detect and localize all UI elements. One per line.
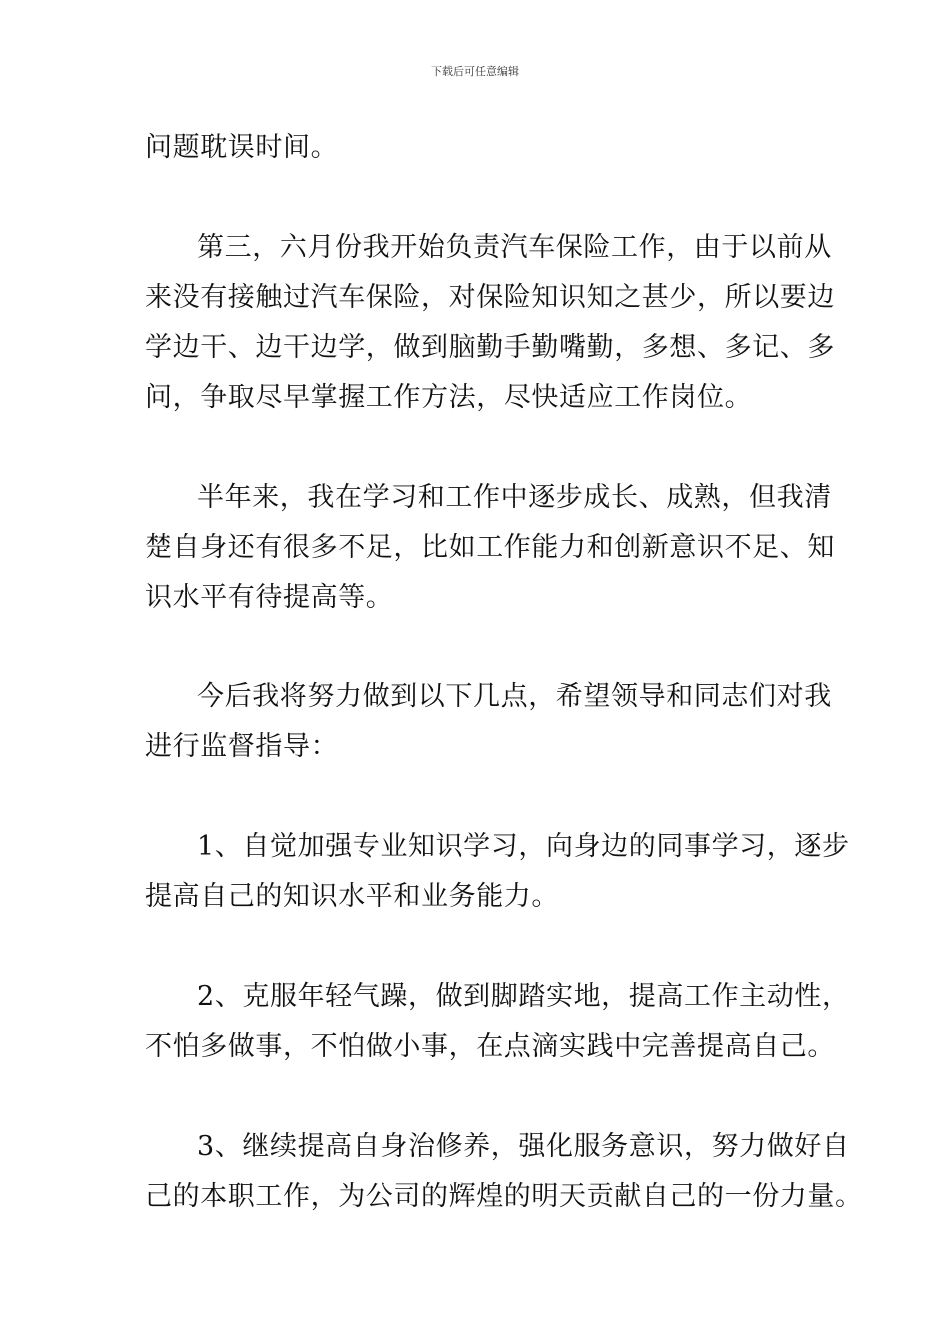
text-line: 1、自觉加强专业知识学习，向身边的同事学习，逐步	[197, 831, 850, 862]
text-line: 识水平有待提高等。	[145, 582, 394, 613]
text-line: 楚自身还有很多不足，比如工作能力和创新意识不足、知	[145, 532, 835, 563]
text-line: 不怕多做事，不怕做小事，在点滴实践中完善提高自己。	[145, 1031, 835, 1062]
text-line: 提高自己的知识水平和业务能力。	[145, 881, 559, 912]
text-line: 3、继续提高自身治修养，强化服务意识，努力做好自	[197, 1131, 850, 1162]
text-line: 问，争取尽早掌握工作方法，尽快适应工作岗位。	[145, 382, 753, 413]
text-line: 来没有接触过汽车保险，对保险知识知之甚少，所以要边	[145, 282, 835, 313]
text-line: 己的本职工作，为公司的辉煌的明天贡献自己的一份力量。	[145, 1181, 863, 1212]
text-line: 进行监督指导：	[145, 731, 339, 762]
text-line: 第三，六月份我开始负责汽车保险工作，由于以前从	[197, 232, 832, 263]
text-line: 问题耽误时间。	[145, 132, 339, 163]
text-line: 半年来，我在学习和工作中逐步成长、成熟，但我清	[197, 482, 832, 513]
text-line: 2、克服年轻气躁，做到脚踏实地，提高工作主动性，	[197, 981, 850, 1012]
text-line: 今后我将努力做到以下几点，希望领导和同志们对我	[197, 681, 832, 712]
page-header: 下载后可任意编辑	[431, 65, 519, 78]
text-line: 学边干、边干边学，做到脑勤手勤嘴勤，多想、多记、多	[145, 332, 835, 363]
